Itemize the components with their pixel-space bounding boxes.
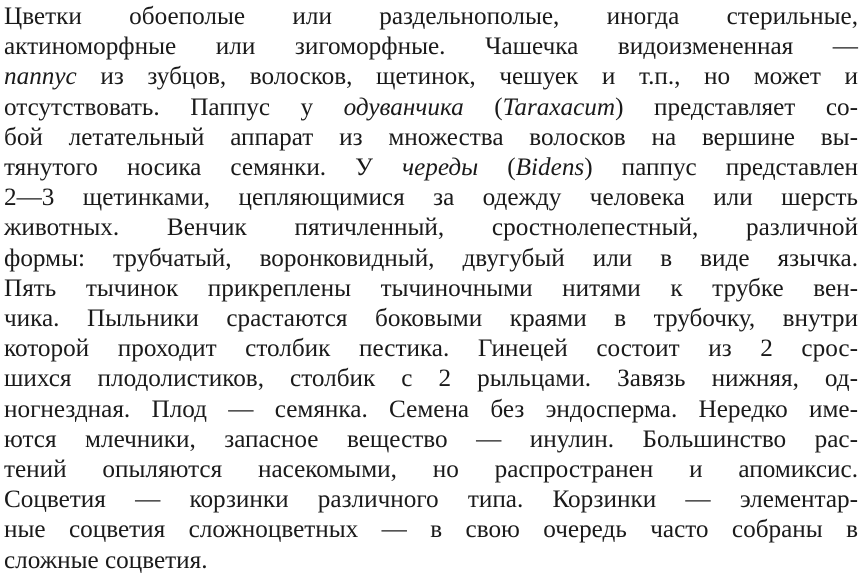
text-run: ( bbox=[463, 93, 503, 121]
text-line bbox=[4, 244, 858, 274]
text-run: формы: трубчатый, воронковидный, двугубый или в виде язычка. bbox=[4, 244, 858, 272]
text-run: отсутствовать. Паппус у bbox=[4, 93, 344, 121]
italic-term: Bidens bbox=[515, 154, 585, 181]
text-line bbox=[4, 546, 208, 576]
text-run: ются млечники, запасное вещество — инулин. Большинство рас- bbox=[4, 425, 858, 453]
text-run: тянутого носика семянки. У bbox=[4, 154, 403, 181]
text-run: бой летательный аппарат из множества волосков на вершине вы- bbox=[4, 123, 858, 151]
text-line bbox=[4, 395, 858, 425]
italic-term: череды bbox=[402, 154, 479, 181]
text-run: 2—3 щетинками, цепляющимися за одежду человека или шерсть bbox=[4, 184, 858, 212]
italic-term: паппус bbox=[4, 63, 77, 91]
text-run: ) представляет со- bbox=[615, 93, 858, 121]
text-run: чика. Пыльники срастаются боковыми краями в трубочку, внутри bbox=[4, 305, 858, 332]
text-run: тений опыляются насекомыми, но распространен и апомиксис. bbox=[4, 456, 858, 483]
text-run: ( bbox=[478, 154, 516, 181]
text-line bbox=[4, 485, 858, 515]
text-run: животных. Венчик пятичленный, сростнолепестный, различной bbox=[4, 214, 858, 242]
text-run: шихся плодолистиков, столбик с 2 рыльцами. Завязь нижняя, од- bbox=[4, 365, 858, 393]
text-run: сложные соцветия. bbox=[4, 546, 208, 574]
text-run: Цветки обоеполые или раздельнополые, иногда стерильные, bbox=[4, 3, 858, 30]
text-line bbox=[4, 364, 858, 394]
italic-term: одуванчика bbox=[343, 93, 464, 121]
text-line bbox=[4, 62, 858, 92]
text-run: ногнездная. Плод — семянка. Семена без эндосперма. Нередко име- bbox=[4, 395, 858, 423]
document-page bbox=[4, 0, 858, 578]
text-line bbox=[4, 93, 858, 123]
text-run: которой проходит столбик пестика. Гинецей состоит из 2 срос- bbox=[4, 335, 858, 363]
text-run: ) паппус представлен bbox=[584, 154, 858, 181]
text-line bbox=[4, 153, 858, 183]
text-run: ные соцветия сложноцветных — в свою очередь часто собраны в bbox=[4, 516, 858, 544]
text-line bbox=[4, 334, 858, 364]
text-run: актиноморфные или зигоморфные. Чашечка видоизмененная — bbox=[4, 33, 858, 61]
text-line bbox=[4, 455, 858, 485]
text-line bbox=[4, 304, 858, 334]
text-run: Соцветия — корзинки различного типа. Корзинки — элементар- bbox=[4, 486, 858, 514]
text-line bbox=[4, 123, 858, 153]
text-line bbox=[4, 274, 858, 304]
italic-term: Taraxacum bbox=[502, 93, 616, 121]
text-line bbox=[4, 32, 858, 62]
text-line bbox=[4, 183, 858, 213]
text-run: Пять тычинок прикреплены тычиночными нитями к трубке вен- bbox=[4, 274, 858, 302]
text-line bbox=[4, 213, 858, 243]
text-run: из зубцов, волосков, щетинок, чешуек и т.п., но может и bbox=[76, 63, 858, 91]
text-line bbox=[4, 515, 858, 545]
text-line bbox=[4, 2, 858, 32]
text-line bbox=[4, 425, 858, 455]
